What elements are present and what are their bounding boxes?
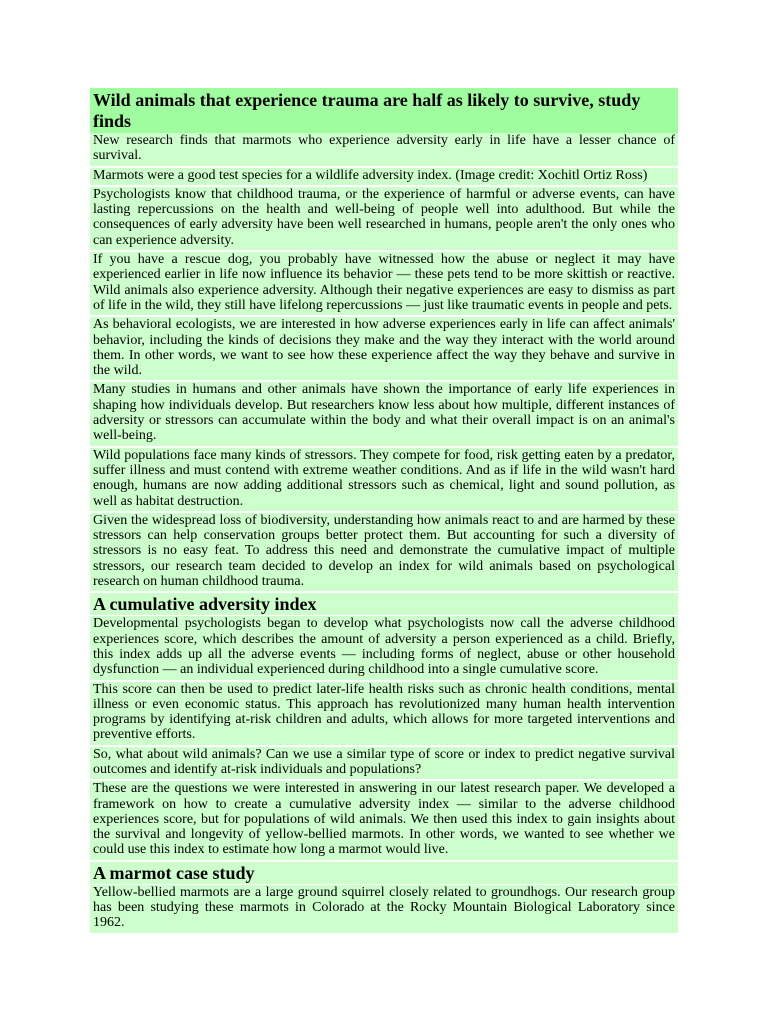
article-title: Wild animals that experience trauma are half as likely to survive, study finds bbox=[90, 88, 678, 133]
image-caption: Marmots were a good test species for a wildlife adversity index. (Image credit: Xochitl Ortiz Ross) bbox=[90, 168, 678, 185]
section-heading-cumulative-adversity-index: A cumulative adversity index bbox=[90, 593, 678, 615]
intro-paragraph: If you have a rescue dog, you probably have witnessed how the abuse or neglect it may have experienced earlier in life now influence its behavior — these pets tend to be more skittish or reactive. Wild animals also experience adversity. Although their negative experiences are easy to dismiss as part of life in the wild, they still have lifelong repercussions — just like traumatic events in people and pets. bbox=[90, 252, 678, 315]
article bbox=[90, 88, 678, 935]
section1-paragraph: So, what about wild animals? Can we use a similar type of score or index to predict negative survival outcomes and identify at-risk individuals and populations? bbox=[90, 747, 678, 780]
section1-paragraph: Developmental psychologists began to develop what psychologists now call the adverse childhood experiences score, which describes the amount of adversity a person experienced as a child. Briefly, this index adds up all the adverse events — including forms of neglect, abuse or other household dysfunction — an individual experienced during childhood into a single cumulative score. bbox=[90, 616, 678, 679]
intro-paragraph: As behavioral ecologists, we are interested in how adverse experiences early in life can affect animals' behavior, including the kinds of decisions they make and the way they interact with the world around them. In other words, we want to see how these experience affect the way they behave and survive in the wild. bbox=[90, 317, 678, 380]
section-heading-marmot-case-study: A marmot case study bbox=[90, 862, 678, 884]
intro-paragraph: Many studies in humans and other animals have shown the importance of early life experiences in shaping how individuals develop. But researchers know less about how multiple, different instances of adversity or stressors can accumulate within the body and what their overall impact is on an animal's well-being. bbox=[90, 382, 678, 445]
intro-paragraph: Psychologists know that childhood trauma, or the experience of harmful or adverse events, can have lasting repercussions on the health and well-being of people well into adulthood. But while the consequences of early adversity have been well researched in humans, people aren't the only ones who can experience adversity. bbox=[90, 187, 678, 250]
section2-paragraph: Yellow-bellied marmots are a large ground squirrel closely related to groundhogs. Our research group has been studying these marmots in Colorado at the Rocky Mountain Biological Laboratory since 1962. bbox=[90, 885, 678, 933]
intro-paragraph: Given the widespread loss of biodiversity, understanding how animals react to and are harmed by these stressors can help conservation groups better protect them. But accounting for such a diversity of stressors is no easy feat. To address this need and demonstrate the cumulative impact of multiple stressors, our research team decided to develop an index for wild animals based on psychological research on human childhood trauma. bbox=[90, 513, 678, 591]
article-subtitle: New research finds that marmots who experience adversity early in life have a lesser chance of survival. bbox=[90, 133, 678, 166]
section1-paragraph: This score can then be used to predict later-life health risks such as chronic health conditions, mental illness or even economic status. This approach has revolutionized many human health intervention programs by identifying at-risk children and adults, which allows for more targeted interventions and preventive efforts. bbox=[90, 682, 678, 745]
section1-paragraph: These are the questions we were interested in answering in our latest research paper. We developed a framework on how to create a cumulative adversity index — similar to the adverse childhood experiences score, but for populations of wild animals. We then used this index to gain insights about the survival and longevity of yellow-bellied marmots. In other words, we wanted to see whether we could use this index to estimate how long a marmot would live. bbox=[90, 781, 678, 859]
intro-paragraph: Wild populations face many kinds of stressors. They compete for food, risk getting eaten by a predator, suffer illness and must contend with extreme weather conditions. And as if life in the wild wasn't hard enough, humans are now adding additional stressors such as chemical, light and sound pollution, as well as habitat destruction. bbox=[90, 448, 678, 511]
